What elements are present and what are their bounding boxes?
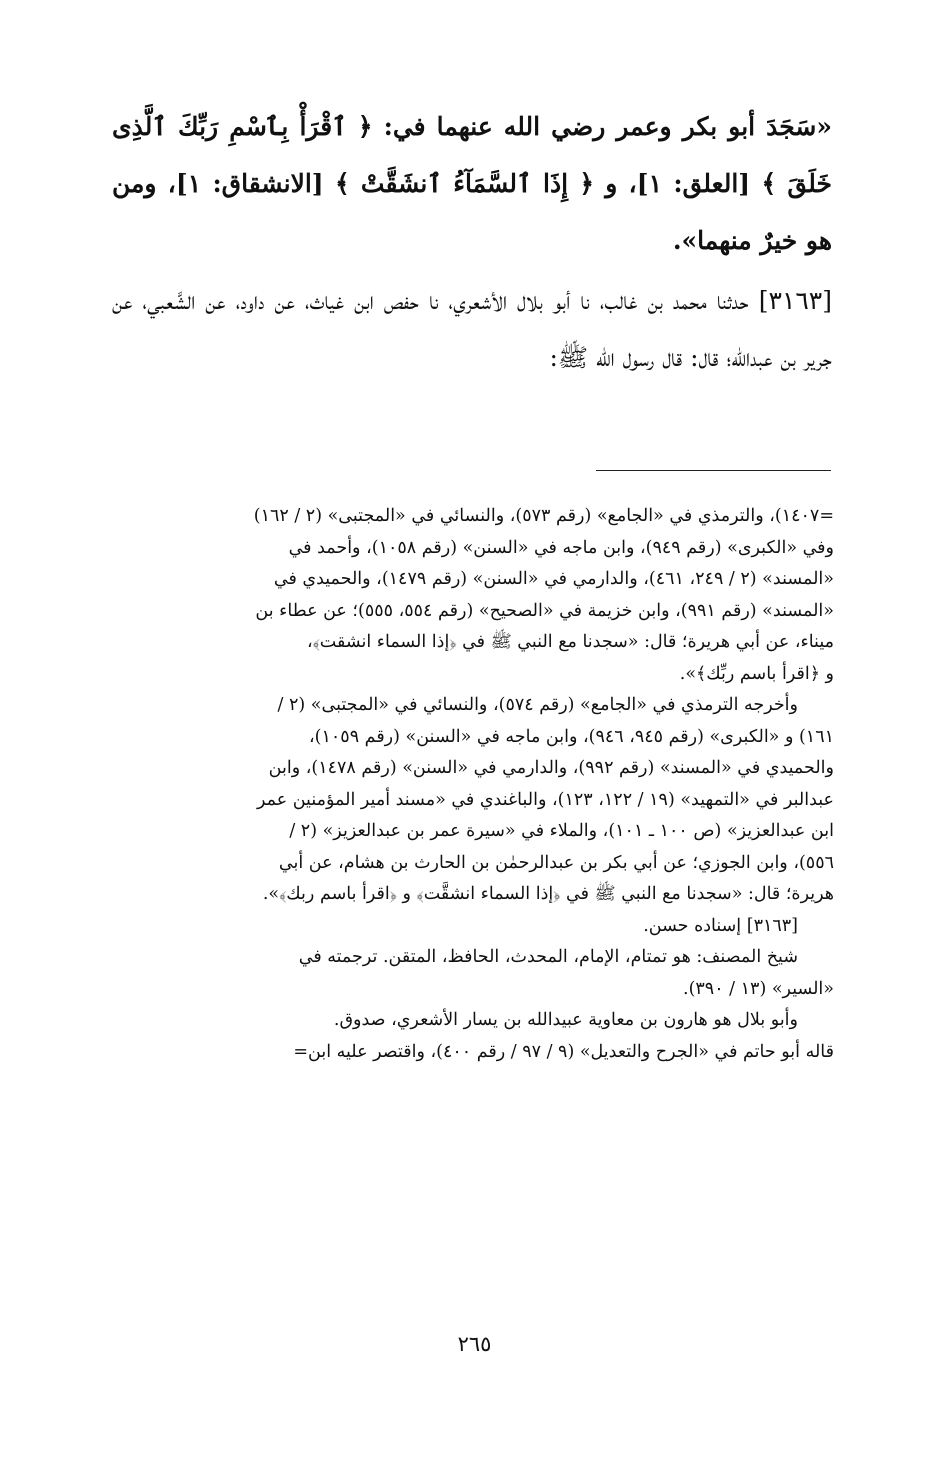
footnote-line: «المسند» (رقم ٩٩١)، وابن خزيمة في «الصحيح» (رقم ٥٥٤، ٥٥٥)؛ عن عطاء بن bbox=[255, 600, 834, 621]
footnote-line: ميناء، عن أبي هريرة؛ قال: «سجدنا مع النبي ﷺ في ﴿إذا السماء انشقت﴾، bbox=[306, 632, 834, 652]
footnote-line: =١٤٠٧)، والترمذي في «الجامع» (رقم ٥٧٣)، والنسائي في «المجتبى» (٢ / ١٦٢) bbox=[253, 506, 834, 526]
page-number: ٢٦٥ bbox=[457, 1332, 492, 1356]
footnote-line: وأبو بلال هو هارون بن معاوية عبيدالله بن يسار الأشعري، صدوق. bbox=[333, 1010, 798, 1030]
footnote-line: قاله أبو حاتم في «الجرح والتعديل» (٩ / ٩٧ / رقم ٤٠٠)، واقتصر عليه ابن= bbox=[293, 1041, 834, 1062]
footnotes-section bbox=[112, 501, 834, 1068]
main-paragraph-quote: «سَجَدَ أبو بكر وعمر رضي الله عنهما في: ﴿ ٱقْرَأْ بِٱسْمِ رَبِّكَ ٱلَّذِى خَلَقَ ﴾ [العلق: ١]، و ﴿ إِذَا ٱلسَّمَآءُ ٱنشَقَّتْ ﴾ [الانشقاق: ١]، ومن هو خيرٌ منهما». bbox=[112, 112, 832, 255]
footnote-line: ٥٥٦)، وابن الجوزي؛ عن أبي بكر بن عبدالرحمٰن بن الحارث بن هشام، عن أبي bbox=[278, 852, 834, 873]
footnote-separator bbox=[596, 470, 831, 471]
footnote-line: هريرة؛ قال: «سجدنا مع النبي ﷺ في ﴿إذا السماء انشقَّت﴾ و ﴿اقرأ باسم ربك﴾». bbox=[262, 884, 834, 904]
footnote-line: عبدالبر في «التمهيد» (١٩ / ١٢٢، ١٢٣)، والباغندي في «مسند أمير المؤمنين عمر bbox=[256, 789, 834, 810]
footnote-line: والحميدي في «المسند» (رقم ٩٩٢)، والدارمي في «السنن» (رقم ١٤٧٨)، وابن bbox=[268, 758, 834, 778]
footnote-line: و ﴿اقرأ باسم ربِّك﴾». bbox=[679, 663, 834, 684]
footnote-line: وأخرجه الترمذي في «الجامع» (رقم ٥٧٤)، والنسائي في «المجتبى» (٢ / bbox=[277, 695, 798, 715]
footnote-line: «المسند» (٢ / ٢٤٩، ٤٦١)، والدارمي في «السنن» (رقم ١٤٧٩)، والحميدي في bbox=[273, 569, 834, 589]
footnote-line: وفي «الكبرى» (رقم ٩٤٩)، وابن ماجه في «السنن» (رقم ١٠٥٨)، وأحمد في bbox=[288, 537, 834, 558]
footnote-grade: [٣١٦٣] إسناده حسن. bbox=[643, 915, 798, 936]
footnote-line: ١٦١) و «الكبرى» (رقم ٩٤٥، ٩٤٦)، وابن ماجه في «السنن» (رقم ١٠٥٩)، bbox=[309, 726, 834, 747]
footnote-line: «السير» (١٣ / ٣٩٠). bbox=[683, 978, 834, 999]
main-paragraph-hadith-3163: [٣١٦٣] حدثنا محمد بن غالب، نا أبو بلال الأشعري، نا حفص ابن غياث، عن داود، عن الشَّعبي، عن جرير بن عبدالله؛ قال: قال رسول الله ﷺ: bbox=[112, 286, 832, 372]
footnote-line: شيخ المصنف: هو تمتام، الإمام، المحدث، الحافظ، المتقن. ترجمته في bbox=[298, 947, 798, 967]
footnote-line: ابن عبدالعزيز» (ص ١٠٠ ـ ١٠١)، والملاء في «سيرة عمر بن عبدالعزيز» (٢ / bbox=[289, 821, 834, 841]
